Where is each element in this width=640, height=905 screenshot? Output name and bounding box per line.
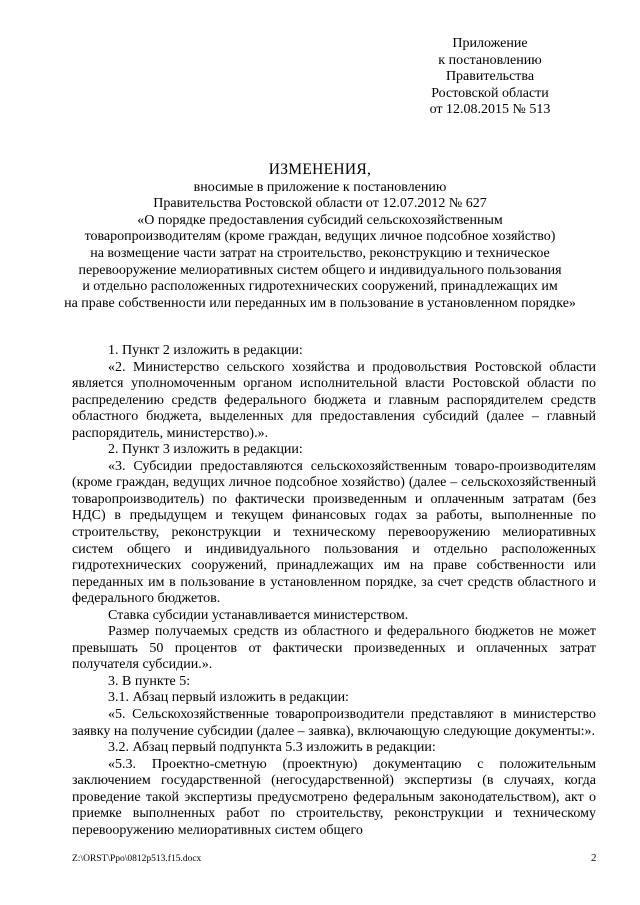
body-paragraph: Размер получаемых средств из областного и федерального бюджетов не может превышать 50 процентов от фактически произведенных и оплаченных затрат получателя субсидии.». bbox=[72, 624, 596, 673]
document-body bbox=[72, 343, 596, 839]
heading-line: вносимые в приложение к постановлению bbox=[193, 179, 447, 195]
page-number: 2 bbox=[591, 852, 597, 864]
appendix-line: к постановлению bbox=[438, 52, 542, 68]
document-heading bbox=[40, 162, 600, 312]
body-paragraph: «3. Субсидии предоставляются сельскохозяйственным товаро-производителям (кроме граждан, ведущих личное подсобное хозяйство) (далее – сельскохозяйственный товаропроизводитель) по фактически произведенным и оплаченным затратам (без НДС) в предыдущем и текущем финансовых годах за работы, выполненные по строительству, реконструкции и техническому перевооружению мелиоративных систем общего и индивидуального пользования и отдельно расположенных гидротехнических сооружений, принадлежащих им на праве собственности или переданных им в пользование в установленном порядке, за счет средств областного и федерального бюджетов. bbox=[72, 458, 596, 607]
heading-line: на возмещение части затрат на строительство, реконструкцию и техническое bbox=[90, 245, 550, 261]
body-paragraph: 3. В пункте 5: bbox=[108, 673, 191, 689]
appendix-line: Правительства bbox=[445, 69, 535, 85]
heading-line: «О порядке предоставления субсидий сельскохозяйственным bbox=[137, 212, 503, 228]
body-paragraph: 1. Пункт 2 изложить в редакции: bbox=[108, 343, 303, 358]
appendix-reference bbox=[380, 36, 600, 119]
body-paragraph: 3.2. Абзац первый подпункта 5.3 изложить в редакции: bbox=[108, 740, 436, 756]
body-paragraph: 2. Пункт 3 изложить в редакции: bbox=[108, 442, 303, 458]
appendix-line: Приложение bbox=[452, 36, 528, 51]
document-title: ИЗМЕНЕНИЯ, bbox=[268, 161, 372, 178]
body-paragraph: Ставка субсидии устанавливается министерством. bbox=[108, 607, 409, 623]
appendix-line: от 12.08.2015 № 513 bbox=[429, 102, 551, 118]
heading-line: и отдельно расположенных гидротехнических сооружений, принадлежащих им bbox=[82, 279, 558, 295]
heading-line: перевооружение мелиоративных систем общего и индивидуального пользования bbox=[78, 262, 562, 278]
heading-line: товаропроизводителям (кроме граждан, ведущих личное подсобное хозяйство) bbox=[84, 229, 556, 245]
appendix-line: Ростовской области bbox=[431, 85, 549, 101]
footer-file-path: Z:\ORST\Ppo\0812p513.f15.docx bbox=[72, 854, 202, 864]
body-paragraph: 3.1. Абзац первый изложить в редакции: bbox=[108, 690, 349, 706]
heading-line: Правительства Ростовской области от 12.07.2012 № 627 bbox=[153, 196, 487, 212]
body-paragraph: «5. Сельскохозяйственные товаропроизводители представляют в министерство заявку на получение субсидии (далее – заявка), включающую следующие документы:». bbox=[72, 707, 596, 739]
heading-line: на праве собственности или переданных им в пользование в установленном порядке» bbox=[64, 295, 576, 311]
body-paragraph: «2. Министерство сельского хозяйства и продовольствия Ростовской области является уполномоченным органом исполнительной власти Ростовской области по распределению средств федерального бюджета и главным распорядителем средств областного бюджета, выделенных для предоставления субсидий (далее – главный распорядитель, министерство).». bbox=[72, 359, 596, 441]
body-paragraph: «5.3. Проектно-сметную (проектную) документацию с положительным заключением государственной (негосударственной) экспертизы (в случаях, когда проведение такой экспертизы предусмотрено федеральным законодательством), акт о приемке выполненных работ по строительству, реконструкции и техническому перевооружению мелиоративных систем общего bbox=[72, 756, 596, 838]
